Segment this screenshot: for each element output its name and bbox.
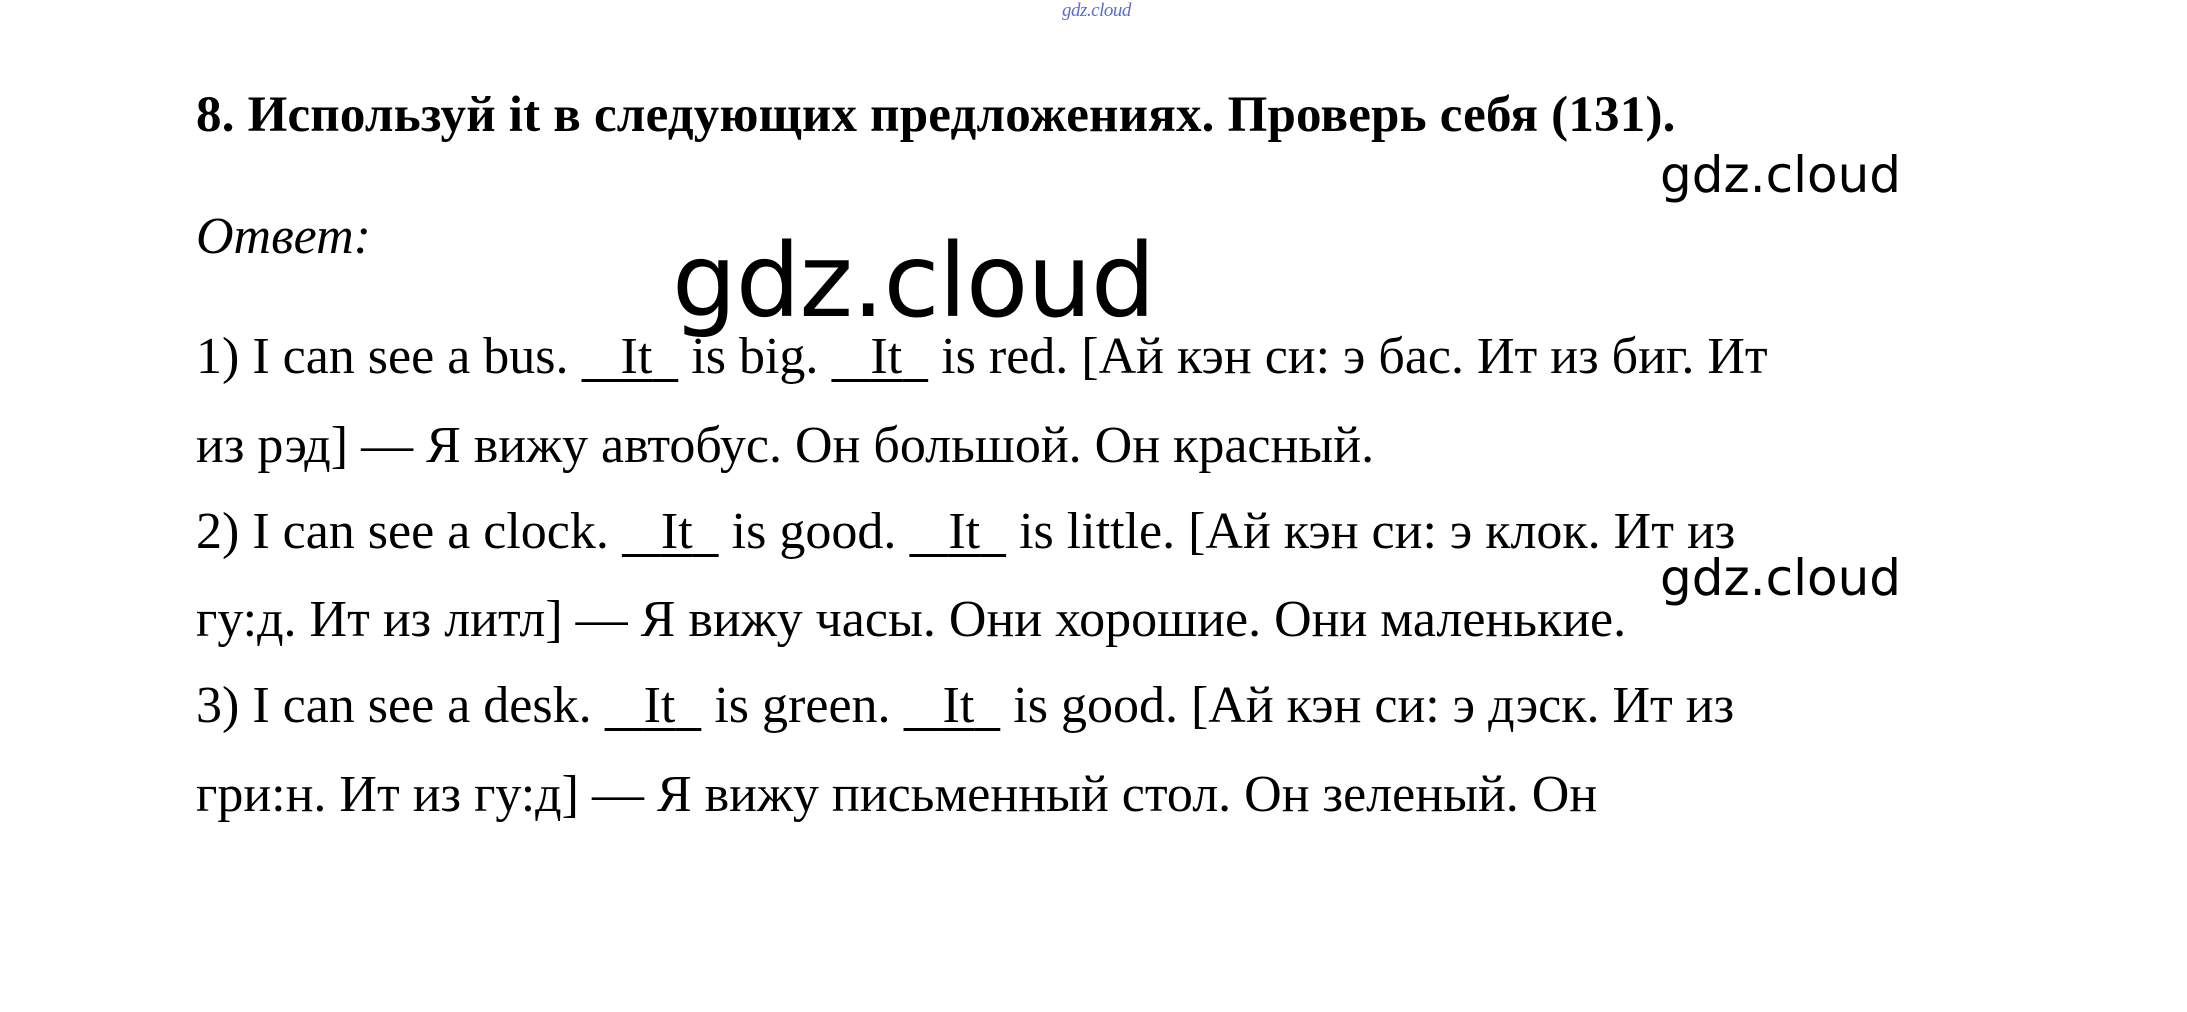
answer-label: Ответ: [196,208,371,265]
watermark-mid-right: gdz.cloud [1660,549,1902,607]
blank-answer: It [948,503,981,560]
filled-blank [582,328,679,385]
exercise-heading: 8. Используй it в следующих предложениях. Проверь себя (131). [196,87,1676,143]
top-watermark: gdz.cloud [1062,0,1131,21]
filled-blank [622,503,719,560]
blank-answer: It [942,677,975,734]
line-text: is green. [701,677,904,734]
watermark-large: gdz.cloud [672,222,1155,341]
answer-line-1 [196,328,1768,385]
watermark-top-right: gdz.cloud [1660,146,1902,204]
line-text: 1) I can see a bus. [196,328,582,385]
answer-line-4: гу:д. Ит из литл] — Я вижу часы. Они хорошие. Они маленькие. [196,591,1627,648]
blank-answer: It [643,677,676,734]
line-text: is little. [Ай кэн си: э клок. Ит из [1006,503,1736,560]
line-text: is red. [Ай кэн си: э бас. Ит из биг. Ит [928,328,1768,385]
answer-line-5 [196,677,1735,734]
filled-blank [904,677,1001,734]
answer-line-2: из рэд] — Я вижу автобус. Он большой. Он красный. [196,417,1375,474]
line-text: is good. [Ай кэн си: э дэск. Ит из [1000,677,1735,734]
line-text: 3) I can see a desk. [196,677,605,734]
line-text: 2) I can see a clock. [196,503,622,560]
answer-line-3 [196,503,1736,560]
filled-blank [909,503,1006,560]
line-text: is big. [678,328,832,385]
filled-blank [831,328,928,385]
blank-answer: It [620,328,653,385]
line-text: is good. [718,503,910,560]
blank-answer: It [660,503,693,560]
filled-blank [605,677,702,734]
answer-line-6: гри:н. Ит из гу:д] — Я вижу письменный стол. Он зеленый. Он [196,766,1598,823]
blank-answer: It [870,328,903,385]
